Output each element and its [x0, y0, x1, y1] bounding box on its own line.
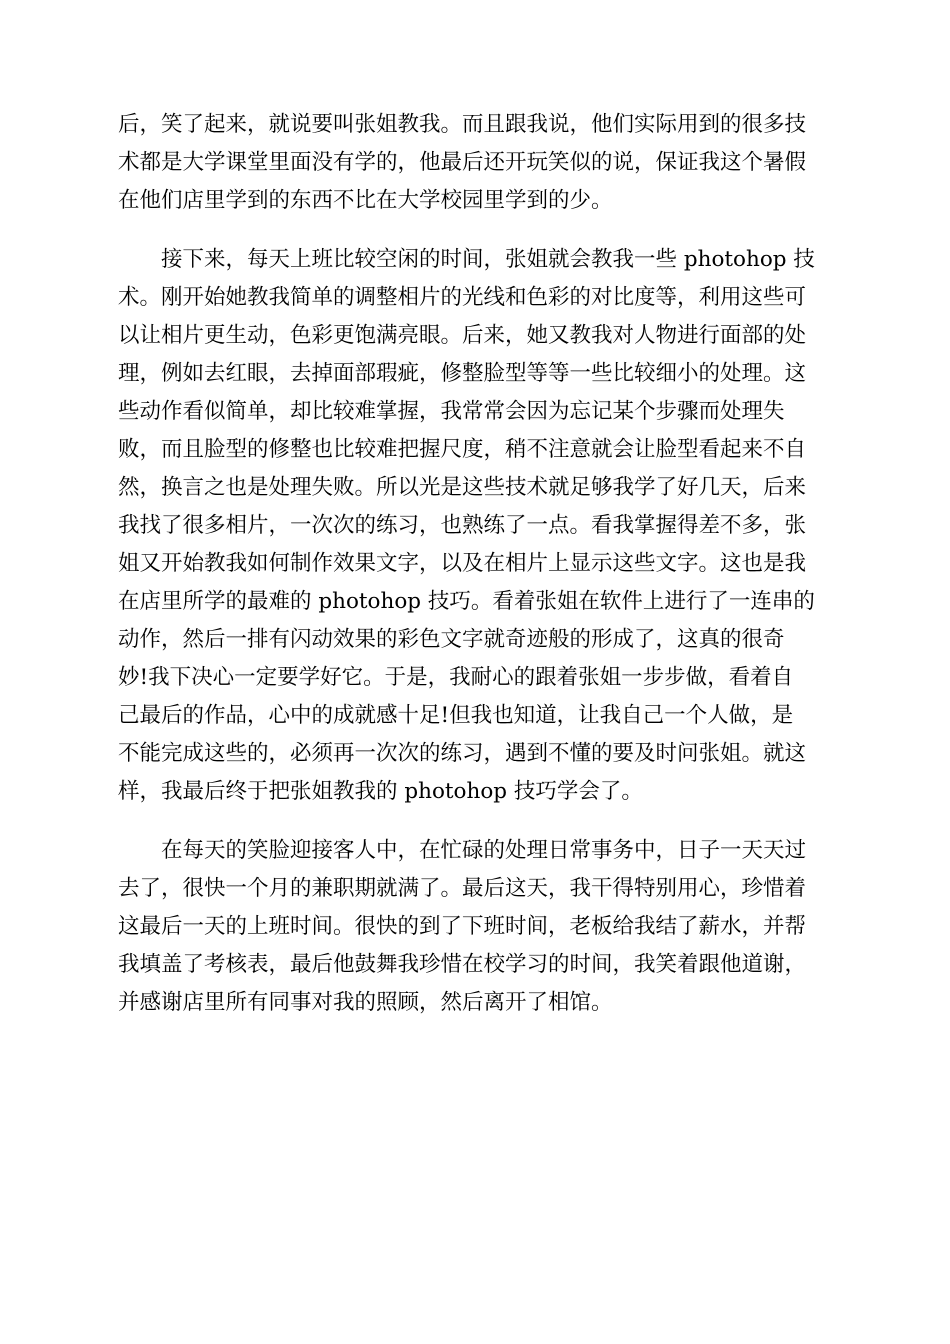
- text-line: 败，而且脸型的修整也比较难把握尺度，稍不注意就会让脸型看起来不自: [118, 437, 807, 462]
- text-line: 后，笑了起来，就说要叫张姐教我。而且跟我说，他们实际用到的很多技: [118, 112, 807, 137]
- text-line: 以让相片更生动，色彩更饱满亮眼。后来，她又教我对人物进行面部的处: [118, 323, 807, 348]
- paragraph-2: [118, 241, 832, 811]
- text-line: 己最后的作品，心中的成就感十足!但我也知道，让我自己一个人做，是: [118, 703, 794, 728]
- text-line: 术都是大学课堂里面没有学的，他最后还开玩笑似的说，保证我这个暑假: [118, 150, 807, 175]
- text-line: 姐又开始教我如何制作效果文字，以及在相片上显示这些文字。这也是我: [118, 551, 807, 576]
- paragraph-3: [118, 832, 832, 1022]
- document-body: [118, 106, 832, 1043]
- paragraph-1: [118, 106, 832, 220]
- text-line: 术。刚开始她教我简单的调整相片的光线和色彩的对比度等，利用这些可: [118, 285, 807, 310]
- text-line: 理，例如去红眼，去掉面部瑕疵，修整脸型等等一些比较细小的处理。这: [118, 361, 807, 386]
- text-line: 在店里所学的最难的 photohop 技巧。看着张姐在软件上进行了一连串的: [118, 589, 815, 614]
- text-line: 并感谢店里所有同事对我的照顾，然后离开了相馆。: [118, 990, 613, 1015]
- text-line: 在每天的笑脸迎接客人中，在忙碌的处理日常事务中，日子一天天过: [161, 838, 807, 863]
- text-line: 妙!我下决心一定要学好它。于是，我耐心的跟着张姐一步步做，看着自: [118, 665, 794, 690]
- text-line: 不能完成这些的，必须再一次次的练习，遇到不懂的要及时问张姐。就这: [118, 741, 807, 766]
- text-line: 去了，很快一个月的兼职期就满了。最后这天，我干得特别用心，珍惜着: [118, 876, 807, 901]
- text-line: 在他们店里学到的东西不比在大学校园里学到的少。: [118, 188, 613, 213]
- text-line: 我找了很多相片，一次次的练习，也熟练了一点。看我掌握得差不多，张: [118, 513, 807, 538]
- text-line: 样，我最后终于把张姐教我的 photohop 技巧学会了。: [118, 779, 643, 804]
- text-line: 接下来，每天上班比较空闲的时间，张姐就会教我一些 photohop 技: [161, 247, 815, 272]
- text-line: 这最后一天的上班时间。很快的到了下班时间，老板给我结了薪水，并帮: [118, 914, 807, 939]
- text-line: 些动作看似简单，却比较难掌握，我常常会因为忘记某个步骤而处理失: [118, 399, 785, 424]
- text-line: 我填盖了考核表，最后他鼓舞我珍惜在校学习的时间，我笑着跟他道谢，: [118, 952, 807, 977]
- text-line: 然，换言之也是处理失败。所以光是这些技术就足够我学了好几天，后来: [118, 475, 807, 500]
- text-line: 动作，然后一排有闪动效果的彩色文字就奇迹般的形成了，这真的很奇: [118, 627, 785, 652]
